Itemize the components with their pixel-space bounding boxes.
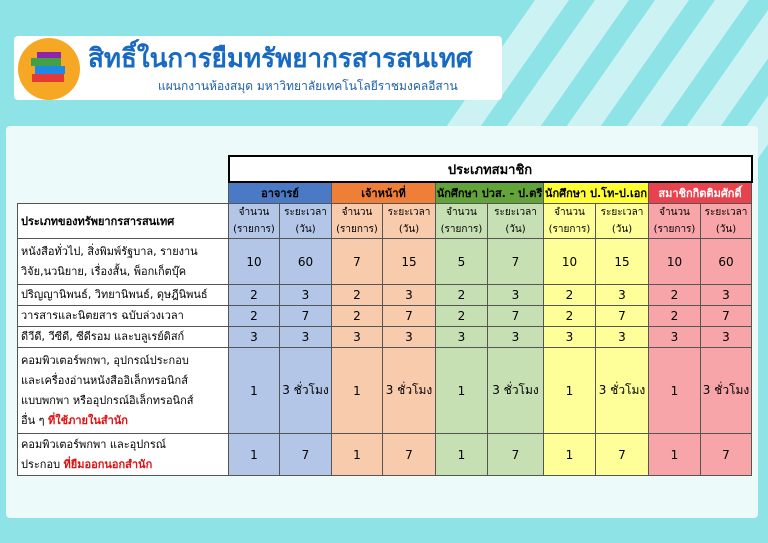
amount-cell: 5 <box>436 239 488 285</box>
table-row <box>18 348 752 434</box>
period-cell: 3 <box>280 327 332 348</box>
resource-type-cell: คอมพิวเตอร์พกพา, อุปกรณ์ประกอบ และเครื่องอ่านหนังสืออิเล็กทรอนิกส์ แบบพกพา หรืออุปกรณ์อิเล็กทรอนิกส์ อื่น ๆ ที่ใช้ภายในสำนัก <box>18 348 229 434</box>
period-cell: 15 <box>596 239 649 285</box>
period-cell: 3 <box>488 285 544 306</box>
borrowing-rights-table <box>17 155 753 476</box>
period-cell: 7 <box>383 434 436 476</box>
period-cell: 3 <box>596 327 649 348</box>
resource-type-cell: หนังสือทั่วไป, สิ่งพิมพ์รัฐบาล, รายงาน วิจัย,นวนิยาย, เรื่องสั้น, พ็อกเก็ตบุ๊ค <box>18 239 229 285</box>
resource-type-cell: ปริญญานิพนธ์, วิทยานิพนธ์, ดุษฎีนิพนธ์ <box>18 285 229 306</box>
period-cell: 7 <box>280 306 332 327</box>
amount-header: จำนวน (รายการ) <box>332 204 383 239</box>
period-cell: 3 <box>488 327 544 348</box>
table-row <box>18 285 752 306</box>
amount-cell: 1 <box>332 348 383 434</box>
table-body <box>18 239 752 476</box>
period-cell: 15 <box>383 239 436 285</box>
books-icon <box>18 38 80 100</box>
period-cell: 3 <box>596 285 649 306</box>
period-header: ระยะเวลา (วัน) <box>383 204 436 239</box>
period-header: ระยะเวลา (วัน) <box>488 204 544 239</box>
table-row <box>18 239 752 285</box>
group-teacher: อาจารย์ <box>229 182 332 204</box>
period-cell: 3 ชั่วโมง <box>280 348 332 434</box>
amount-cell: 3 <box>229 327 280 348</box>
amount-cell: 1 <box>649 348 701 434</box>
amount-cell: 2 <box>649 285 701 306</box>
amount-cell: 1 <box>229 434 280 476</box>
amount-header: จำนวน (รายการ) <box>649 204 701 239</box>
amount-cell: 10 <box>544 239 596 285</box>
table-row <box>18 434 752 476</box>
period-cell: 3 ชั่วโมง <box>701 348 752 434</box>
group-honorary: สมาชิกกิตติมศักดิ์ <box>649 182 752 204</box>
amount-cell: 1 <box>649 434 701 476</box>
amount-cell: 2 <box>649 306 701 327</box>
table-row <box>18 327 752 348</box>
location-note: ที่ยืมออกนอกสำนัก <box>63 457 153 471</box>
page-subtitle: แผนกงานห้องสมุด มหาวิทยาลัยเทคโนโลยีราชมงคลอีสาน <box>158 79 458 93</box>
amount-cell: 2 <box>436 285 488 306</box>
resource-type-cell: คอมพิวเตอร์พกพา และอุปกรณ์ ประกอบ ที่ยืมออกนอกสำนัก <box>18 434 229 476</box>
period-cell: 7 <box>596 306 649 327</box>
amount-header: จำนวน (รายการ) <box>436 204 488 239</box>
group-grad-student: นักศึกษา ป.โท-ป.เอก <box>544 182 649 204</box>
period-cell: 7 <box>596 434 649 476</box>
amount-cell: 2 <box>544 285 596 306</box>
amount-cell: 3 <box>332 327 383 348</box>
amount-cell: 3 <box>436 327 488 348</box>
amount-cell: 1 <box>229 348 280 434</box>
period-header: ระยะเวลา (วัน) <box>596 204 649 239</box>
resource-type-cell: ดีวีดี, วีซีดี, ซีดีรอม และบลูเรย์ดิสก์ <box>18 327 229 348</box>
period-cell: 3 <box>280 285 332 306</box>
amount-header: จำนวน (รายการ) <box>544 204 596 239</box>
amount-cell: 1 <box>436 434 488 476</box>
amount-cell: 10 <box>649 239 701 285</box>
group-ba-student: นักศึกษา ปวส. - ป.ตรี <box>436 182 544 204</box>
period-cell: 7 <box>383 306 436 327</box>
amount-cell: 7 <box>332 239 383 285</box>
period-cell: 7 <box>488 434 544 476</box>
period-cell: 3 <box>383 327 436 348</box>
amount-cell: 1 <box>436 348 488 434</box>
period-cell: 7 <box>701 434 752 476</box>
period-cell: 60 <box>280 239 332 285</box>
amount-cell: 2 <box>544 306 596 327</box>
amount-cell: 3 <box>544 327 596 348</box>
amount-cell: 2 <box>229 306 280 327</box>
amount-cell: 1 <box>544 348 596 434</box>
amount-header: จำนวน (รายการ) <box>229 204 280 239</box>
amount-cell: 1 <box>544 434 596 476</box>
period-header: ระยะเวลา (วัน) <box>280 204 332 239</box>
amount-cell: 3 <box>649 327 701 348</box>
period-cell: 3 ชั่วโมง <box>383 348 436 434</box>
period-cell: 3 <box>701 285 752 306</box>
period-header: ระยะเวลา (วัน) <box>701 204 752 239</box>
period-cell: 60 <box>701 239 752 285</box>
resource-header: ประเภทของทรัพยากรสารสนเทศ <box>18 204 229 239</box>
amount-cell: 10 <box>229 239 280 285</box>
period-cell: 3 <box>701 327 752 348</box>
period-cell: 7 <box>488 239 544 285</box>
period-cell: 7 <box>280 434 332 476</box>
resource-type-cell: วารสารและนิตยสาร ฉบับล่วงเวลา <box>18 306 229 327</box>
table-row <box>18 306 752 327</box>
amount-cell: 2 <box>436 306 488 327</box>
period-cell: 7 <box>488 306 544 327</box>
amount-cell: 2 <box>332 306 383 327</box>
period-cell: 3 ชั่วโมง <box>596 348 649 434</box>
period-cell: 7 <box>701 306 752 327</box>
period-cell: 3 <box>383 285 436 306</box>
amount-cell: 2 <box>332 285 383 306</box>
member-type-header: ประเภทสมาชิก <box>229 156 752 182</box>
amount-cell: 2 <box>229 285 280 306</box>
period-cell: 3 ชั่วโมง <box>488 348 544 434</box>
amount-cell: 1 <box>332 434 383 476</box>
page-title: สิทธิ์ในการยืมทรัพยากรสารสนเทศ <box>88 44 473 74</box>
location-note: ที่ใช้ภายในสำนัก <box>48 413 128 427</box>
group-staff: เจ้าหน้าที่ <box>332 182 436 204</box>
